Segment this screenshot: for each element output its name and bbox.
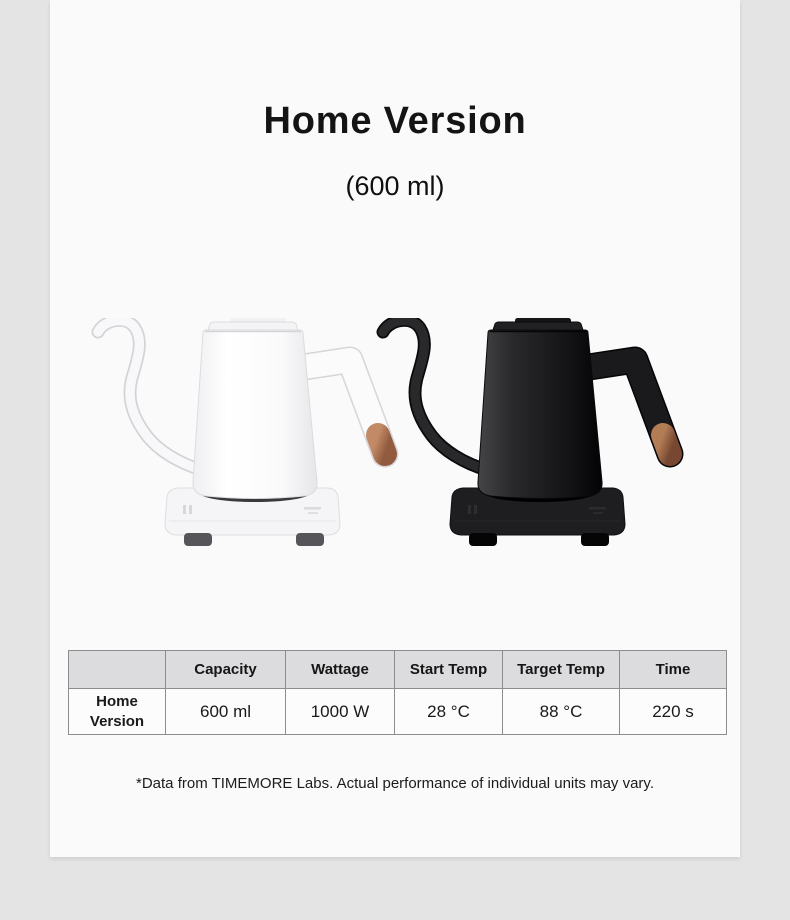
footnote: *Data from TIMEMORE Labs. Actual performance of individual units may vary.	[136, 775, 654, 792]
kettle-lid	[493, 322, 583, 330]
spec-value: 600 ml	[166, 689, 286, 735]
column-header: Wattage	[286, 651, 395, 689]
kettle-handle-copper-tip	[663, 435, 670, 454]
base-foot	[581, 533, 609, 546]
spec-table-header-row	[69, 651, 727, 689]
kettle-spout	[383, 320, 487, 470]
column-header: Capacity	[166, 651, 286, 689]
content-card	[50, 0, 740, 857]
white-kettle-image	[90, 318, 400, 558]
kettle-graphic	[375, 318, 685, 558]
column-header: Target Temp	[503, 651, 620, 689]
black-kettle-image	[375, 318, 685, 558]
spec-table-body	[69, 689, 727, 735]
base-foot	[296, 533, 324, 546]
kettle-lid	[208, 322, 298, 330]
page-subtitle: (600 ml)	[345, 171, 445, 201]
table-row	[69, 689, 727, 735]
kettle-body	[478, 330, 602, 499]
spec-table	[68, 650, 727, 735]
base-foot	[184, 533, 212, 546]
page-title: Home Version	[263, 100, 527, 142]
column-header-empty	[69, 651, 166, 689]
base-foot	[469, 533, 497, 546]
spec-value: 220 s	[620, 689, 727, 735]
row-label: Home Version	[69, 689, 166, 735]
kettle-graphic	[90, 318, 400, 558]
column-header: Time	[620, 651, 727, 689]
kettle-body	[193, 330, 317, 499]
kettle-spout	[98, 320, 202, 470]
spec-value: 1000 W	[286, 689, 395, 735]
spec-value: 28 °C	[395, 689, 503, 735]
column-header: Start Temp	[395, 651, 503, 689]
spec-value: 88 °C	[503, 689, 620, 735]
